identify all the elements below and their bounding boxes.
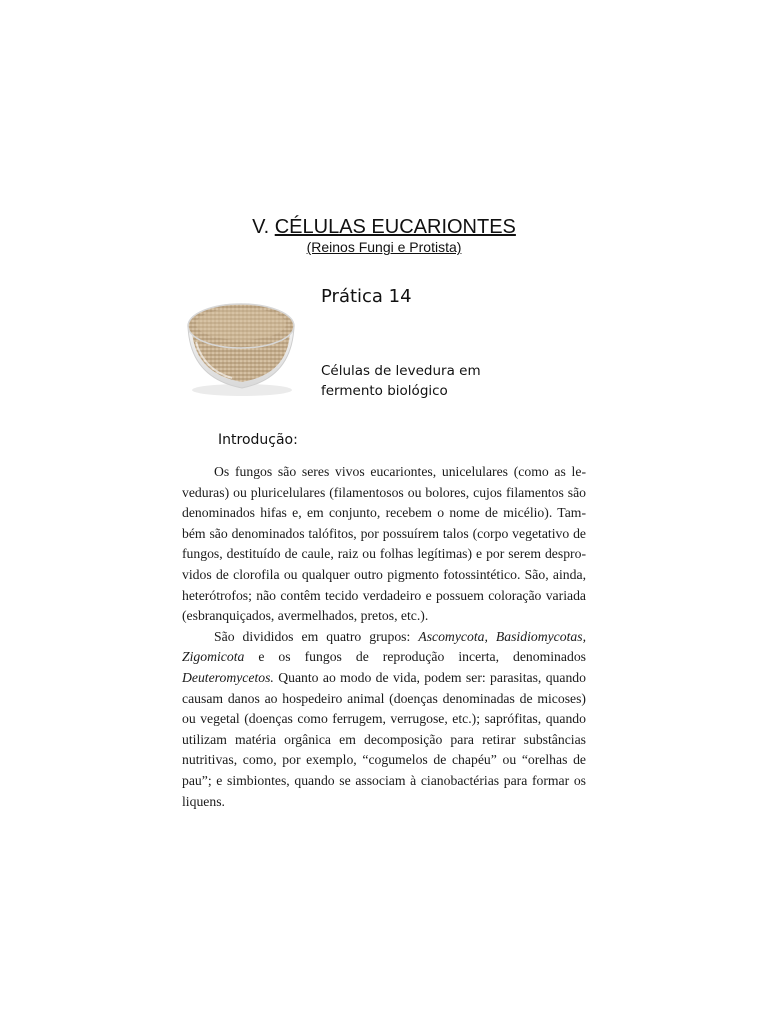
practice-subtitle-line: Células de levedura em <box>321 363 481 379</box>
paragraph-text: Quanto ao modo de vida, podem ser: parasitas, quando causam danos ao hospedeiro animal (doenças denominadas de micoses) ou vegetal (doenças como ferrugem, verrugose, etc.); saprófitas, quando utilizam matéria orgânica em decomposição para retirar substâncias nutritivas, como, por exemplo, “cogumelos de chapéu” ou “orelhas de pau”; e simbiontes, quando se associam à cianobactérias para formar os liquens. <box>182 669 586 809</box>
practice-subtitle <box>321 361 521 401</box>
yeast-bowl-image <box>182 286 298 398</box>
chapter-title <box>0 214 768 240</box>
practice-title: Prática 14 <box>321 286 412 307</box>
chapter-title-text: CÉLULAS EUCARIONTES <box>274 216 516 238</box>
introduction-body <box>182 462 586 812</box>
paragraph <box>182 627 586 812</box>
paragraph: Os fungos são seres vivos eucariontes, unicelulares (como as leveduras) ou pluricelulares (filamentosos ou bolores, cujos filamentos são denominados hifas e, em conjunto, recebem o nome de micélio). Também são denominados talófitos, por possuírem talos (corpo vegetativo de fungos, destituído de caule, raiz ou folhas legítimas) e por serem desprovidos de clorofila ou qualquer outro pigmento fotossintético. São, ainda, heterótrofos; não contêm tecido verdadeiro e possuem coloração variada (esbranquiçados, avermelhados, pretos, etc.). <box>182 464 586 624</box>
chapter-number: V. <box>252 216 270 238</box>
paragraph-text: e os fungos de reprodução incerta, denominados <box>244 649 586 665</box>
practice-subtitle-line: fermento biológico <box>321 383 448 399</box>
section-heading: Introdução: <box>218 432 298 448</box>
fungi-group-name: Deuteromycetos. <box>182 669 274 685</box>
chapter-subtitle: (Reinos Fungi e Protista) <box>306 239 462 255</box>
paragraph-text: São divididos em quatro grupos: <box>214 628 419 644</box>
fungi-group-names: Ascomycota, Basidiomycotas, Zigomicota <box>182 628 586 665</box>
